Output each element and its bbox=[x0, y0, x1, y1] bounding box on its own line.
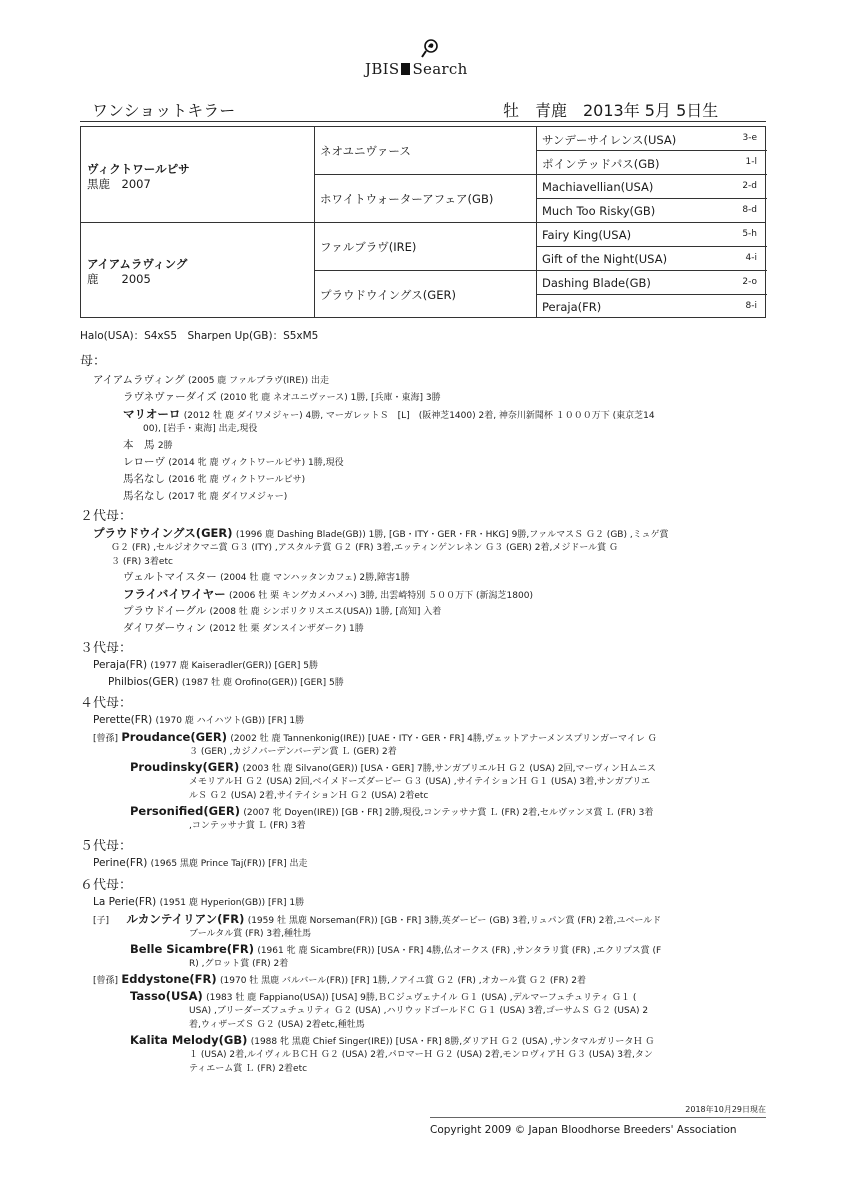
ancestor-name: Fairy King(USA) bbox=[542, 228, 632, 242]
damsire-name: ファルブラヴ(IRE) bbox=[320, 240, 417, 254]
great-grandchild-entry: Proudinsky(GER) (2003 牡 鹿 Silvano(GER)) [USA・GER] 7勝,サンガブリエルＨ Ｇ２ (USA) 2回,マーヴィンＨムニス bbox=[130, 760, 656, 774]
pedigree-table bbox=[80, 126, 766, 318]
footer-rule bbox=[430, 1117, 766, 1118]
dam-entry: アイアムラヴィング (2005 鹿 ファルブラヴ(IRE)) 出走 bbox=[93, 374, 329, 386]
entry-continued: 着,ウィザーズＳ Ｇ２ (USA) 2着etc,種牡馬 bbox=[189, 1020, 365, 1030]
inbreeding-cross: Halo(USA)：S4xS5 Sharpen Up(GB)：S5xM5 bbox=[80, 330, 319, 342]
section-dam-label: 母： bbox=[80, 354, 107, 369]
great-grandchild-entry: [曾孫] Eddystone(FR) (1970 牡 黒鹿 バルバール(FR)) [FR] 1勝,ノアイユ賞 Ｇ２ (FR) ,オカール賞 Ｇ２ (FR) 2着 bbox=[93, 972, 586, 986]
offspring-entry: ヴェルトマイスター (2004 牡 鹿 マンハッタンカフェ) 2勝,障害1勝 bbox=[123, 571, 410, 583]
divider bbox=[81, 222, 765, 223]
logo-block-icon bbox=[401, 63, 410, 75]
section-sixth-dam-label: ６代母： bbox=[80, 878, 133, 893]
horse-name: ワンショットキラー bbox=[92, 101, 236, 120]
ancestor-name: Machiavellian(USA) bbox=[542, 180, 654, 194]
great-grandchild-entry: Personified(GER) (2007 牝 Doyen(IRE)) [GB・FR] 2勝,現役,コンテッサナ賞 Ｌ (FR) 2着,セルヴァンヌ賞 Ｌ (FR) 3着 bbox=[130, 804, 654, 818]
divider bbox=[536, 294, 767, 295]
great-grandchild-entry: Tasso(USA) (1983 牡 鹿 Fappiano(USA)) [USA] 9勝,ＢＣジュヴェナイル Ｇ１ (USA) ,デルマーフュチュリティ Ｇ１ ( bbox=[130, 989, 637, 1003]
ancestor-name: Gift of the Night(USA) bbox=[542, 252, 668, 266]
entry-continued: ティエーム賞 Ｌ (FR) 2着etc bbox=[189, 1064, 308, 1074]
family-code: 2-o bbox=[742, 277, 757, 287]
magnifier-horse-icon bbox=[417, 38, 443, 62]
great-grandchild-entry: Kalita Melody(GB) (1988 牝 黒鹿 Chief Singer(IRE)) [USA・FR] 8勝,ダリアＨ Ｇ２ (USA) ,サンタマルガリータＨ Ｇ bbox=[130, 1033, 655, 1047]
fourth-dam-entry: Perette(FR) (1970 鹿 ハイハツト(GB)) [FR] 1勝 bbox=[93, 714, 305, 726]
family-code: 8-i bbox=[745, 301, 757, 311]
section-third-dam-label: ３代母： bbox=[80, 641, 133, 656]
second-dam-entry: プラウドウイングス(GER) (1996 鹿 Dashing Blade(GB)) 1勝, [GB・ITY・GER・FR・HKG] 9勝,ファルマスＳ Ｇ２ (GB) ,ミュゲ賞 bbox=[93, 526, 669, 540]
ancestor-name: Much Too Risky(GB) bbox=[542, 204, 656, 218]
offspring-entry: プラウドイーグル (2008 牡 鹿 シンボリクリスエス(USA)) 1勝, [高知] 入着 bbox=[123, 605, 442, 617]
dam-detail: 鹿 2005 bbox=[87, 272, 151, 286]
offspring-entry: フライバイワイヤー (2006 牡 栗 キングカメハメハ) 3勝, 出雲崎特別 ５００万下 (新潟芝1800) bbox=[123, 587, 533, 601]
sibling-entry: 馬名なし (2017 牝 鹿 ダイワメジャー) bbox=[123, 490, 288, 502]
divider bbox=[314, 174, 767, 175]
offspring-entry: ダイワダーウィン (2012 牡 栗 ダンスインザダーク) 1勝 bbox=[123, 622, 364, 634]
sibling-entry: マリオーロ (2012 牡 鹿 ダイワメジャー) 4勝, マーガレットＳ [L] (阪神芝1400) 2着, 神奈川新聞杯 １０００万下 (東京芝14 bbox=[123, 407, 655, 421]
offspring-entry: Philbios(GER) (1987 牡 鹿 Orofino(GER)) [GER] 5勝 bbox=[108, 676, 344, 688]
entry-continued: ３ (GER) ,カジノバーデンバーデン賞 Ｌ (GER) 2着 bbox=[189, 747, 397, 757]
divider bbox=[536, 198, 767, 199]
sire-detail: 黒鹿 2007 bbox=[87, 177, 151, 191]
third-dam-entry: Peraja(FR) (1977 鹿 Kaiseradler(GER)) [GER] 5勝 bbox=[93, 659, 319, 671]
divider bbox=[536, 150, 767, 151]
section-second-dam-label: ２代母： bbox=[80, 509, 133, 524]
family-code: 5-h bbox=[742, 229, 757, 239]
sibling-entry-continued: 00), [岩手・東海] 出走,現役 bbox=[143, 424, 258, 434]
divider bbox=[536, 246, 767, 247]
sixth-dam-entry: La Perie(FR) (1951 鹿 Hyperion(GB)) [FR] 1勝 bbox=[93, 896, 305, 908]
section-fifth-dam-label: ５代母： bbox=[80, 839, 133, 854]
second-dam-entry-continued: Ｇ２ (FR) ,セルジオクマニ賞 Ｇ３ (ITY) ,アスタルテ賞 Ｇ２ (FR) 3着,エッティンゲンレネン Ｇ３ (GER) 2着,メジドール賞 Ｇ bbox=[111, 543, 619, 553]
copyright: Copyright 2009 © Japan Bloodhorse Breeders' Association bbox=[430, 1124, 737, 1136]
entry-continued: ルＳ Ｇ２ (USA) 2着,サイテイションＨ Ｇ２ (USA) 2着etc bbox=[189, 791, 429, 801]
ancestor-name: Peraja(FR) bbox=[542, 300, 602, 314]
dam-name: アイアムラヴィング bbox=[87, 257, 188, 271]
child-entry: [子] ルカンテイリアン(FR) (1959 牡 黒鹿 Norseman(FR)) [GB・FR] 3勝,英ダービー (GB) 3着,リュパン賞 (FR) 2着,ユベールド bbox=[93, 912, 662, 926]
logo-text: JBIS Search bbox=[365, 60, 468, 78]
great-grandchild-entry: [曾孫] Proudance(GER) (2002 牡 鹿 Tannenkonig(IRE)) [UAE・ITY・GER・FR] 4勝,ヴェットアナーメンスプリンガーマイレ Ｇ bbox=[93, 730, 657, 744]
divider bbox=[314, 270, 767, 271]
family-code: 1-l bbox=[745, 157, 757, 167]
entry-continued: ,コンテッサナ賞 Ｌ (FR) 3着 bbox=[189, 821, 306, 831]
entry-continued: メモリアルＨ Ｇ２ (USA) 2回,ベイメドーズダービー Ｇ３ (USA) ,サイテイションＨ Ｇ１ (USA) 3着,サンガブリエ bbox=[189, 777, 651, 787]
second-dam-entry-continued: ３ (FR) 3着etc bbox=[111, 557, 173, 567]
second-dam-name: プラウドウイングス(GER) bbox=[320, 288, 456, 302]
horse-profile: 牡 青鹿 2013年 5月 5日生 bbox=[503, 101, 719, 120]
ancestor-name: Dashing Blade(GB) bbox=[542, 276, 651, 290]
family-code: 8-d bbox=[742, 205, 757, 215]
sibling-entry: レローヴ (2014 牝 鹿 ヴィクトワールピサ) 1勝,現役 bbox=[123, 456, 344, 468]
entry-continued: R) ,グロット賞 (FR) 2着 bbox=[189, 959, 289, 969]
child-entry: Belle Sicambre(FR) (1961 牝 鹿 Sicambre(FR)) [USA・FR] 4勝,仏オークス (FR) ,サンタラリ賞 (FR) ,エクリプス賞 (F bbox=[130, 942, 662, 956]
fifth-dam-entry: Perine(FR) (1965 黒鹿 Prince Taj(FR)) [FR] 出走 bbox=[93, 857, 308, 869]
section-fourth-dam-label: ４代母： bbox=[80, 696, 133, 711]
jbis-search-logo bbox=[365, 38, 495, 80]
title-rule bbox=[80, 121, 766, 122]
granddam-name: ホワイトウォーターアフェア(GB) bbox=[320, 192, 494, 206]
family-code: 3-e bbox=[742, 133, 757, 143]
sibling-entry: 馬名なし (2016 牝 鹿 ヴィクトワールピサ) bbox=[123, 473, 306, 485]
sire-name: ヴィクトワールピサ bbox=[87, 162, 190, 176]
family-code: 4-i bbox=[745, 253, 757, 263]
sibling-entry: ラヴネヴァーダイズ (2010 牝 鹿 ネオユニヴァース) 1勝, [兵庫・東海] 3勝 bbox=[123, 391, 441, 403]
entry-continued: USA) ,ブリーダーズフュチュリティ Ｇ２ (USA) ,ハリウッドゴールドＣ Ｇ１ (USA) 3着,ゴーサムＳ Ｇ２ (USA) 2 bbox=[189, 1006, 649, 1016]
as-of-date: 2018年10月29日現在 bbox=[685, 1105, 766, 1114]
entry-continued: １ (USA) 2着,ルイヴィルＢＣＨ Ｇ２ (USA) 2着,パロマーＨ Ｇ２ (USA) 2着,モンロヴィアＨ Ｇ３ (USA) 3着,タン bbox=[189, 1050, 653, 1060]
family-code: 2-d bbox=[742, 181, 757, 191]
grandsire-name: ネオユニヴァース bbox=[320, 144, 411, 158]
ancestor-name: サンデーサイレンス(USA) bbox=[542, 133, 677, 147]
ancestor-name: ポインテッドパス(GB) bbox=[542, 157, 660, 171]
entry-continued: ブールタル賞 (FR) 3着,種牡馬 bbox=[189, 929, 311, 939]
sibling-entry: 本 馬 2勝 bbox=[123, 439, 173, 451]
